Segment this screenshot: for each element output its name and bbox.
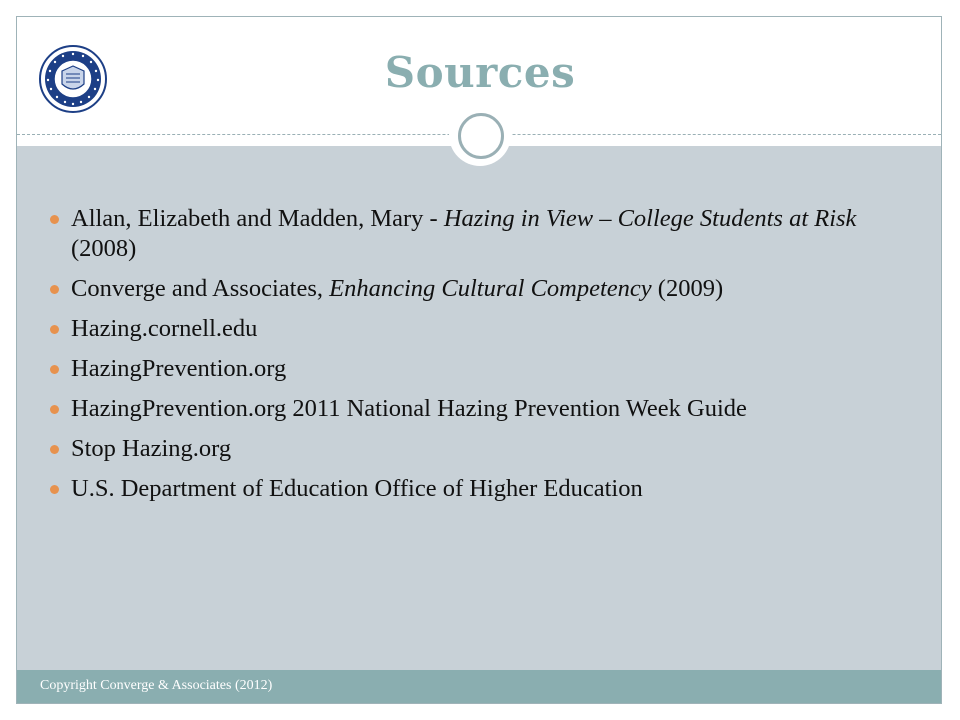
bullet-icon	[50, 215, 59, 224]
bullet-icon	[50, 445, 59, 454]
source-item	[40, 354, 910, 384]
source-item	[40, 204, 910, 264]
source-title: Enhancing Cultural Competency	[329, 275, 652, 302]
bullet-icon	[50, 285, 59, 294]
title-connector-circle	[458, 113, 504, 159]
source-text: Hazing.cornell.edu	[71, 315, 258, 342]
source-text: HazingPrevention.org 2011 National Hazing Prevention Week Guide	[71, 395, 747, 422]
source-year: (2008)	[71, 235, 137, 262]
source-year: (2009)	[651, 275, 724, 302]
source-text: Stop Hazing.org	[71, 435, 232, 462]
bullet-icon	[50, 325, 59, 334]
source-text: U.S. Department of Education Office of Higher Education	[71, 475, 643, 502]
source-text: Converge and Associates,	[71, 275, 330, 302]
bullet-icon	[50, 485, 59, 494]
source-item	[40, 314, 910, 344]
source-item	[40, 474, 910, 504]
bullet-icon	[50, 365, 59, 374]
source-text: Allan, Elizabeth and Madden, Mary -	[71, 205, 444, 232]
source-title: Hazing in View – College Students at Risk	[443, 205, 857, 232]
slide-title: Sources	[384, 48, 576, 97]
bullet-icon	[50, 405, 59, 414]
sources-list	[40, 204, 910, 514]
source-item	[40, 434, 910, 464]
source-item	[40, 274, 910, 304]
source-item	[40, 394, 910, 424]
source-text: HazingPrevention.org	[71, 355, 287, 382]
footer-copyright: Copyright Converge & Associates (2012)	[40, 678, 273, 693]
